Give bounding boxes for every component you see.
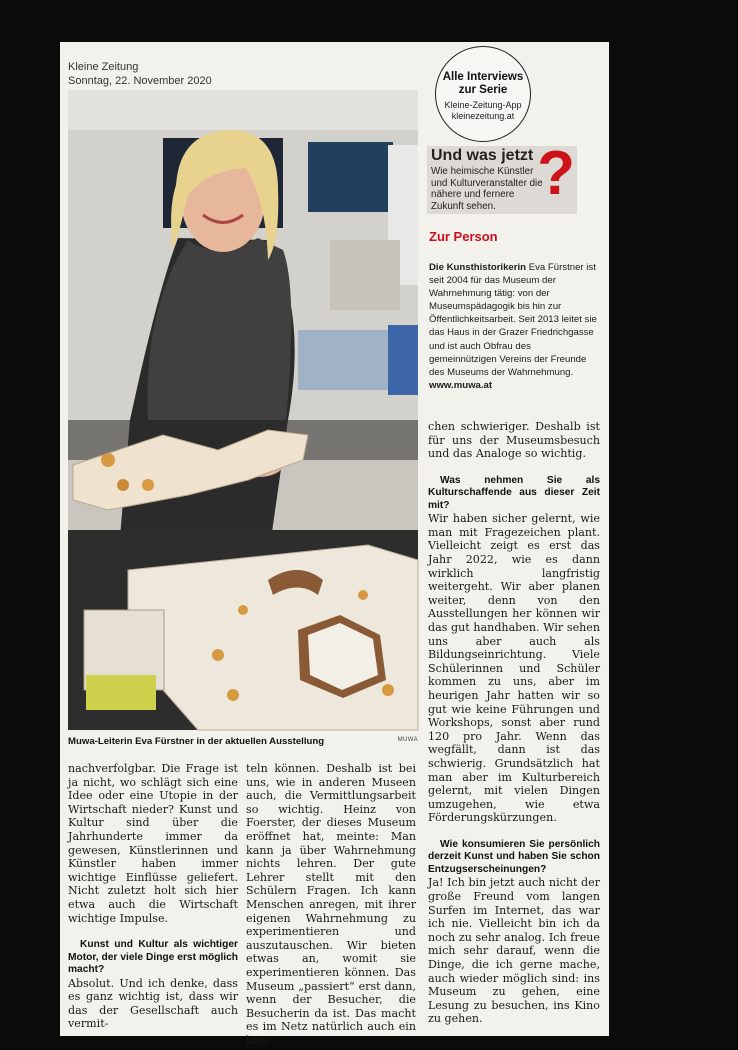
col1-question-1: Kunst und Kultur als wichtiger Motor, der viele Dinge erst möglich macht? (68, 939, 238, 976)
col3-paragraph-3: Ja! Ich bin jetzt auch nicht der große Freund vom langen Surfen im Internet, das war ich nie. Vielleicht bin ich da noch zu sehr analog. Ich freue mich sehr darauf, wenn die Dinge, die ich gerne mache, auch wieder möglich sind: ins Museum zu gehen, eine Lesung zu besuchen, ins Kino zu gehen. (428, 876, 600, 1026)
article-column-1 (68, 762, 238, 1031)
series-subtitle: Wie heimische Künstler und Kulturveranstalter die nähere und fernere Zukunft sehen. (431, 166, 543, 212)
col3-paragraph-1: chen schwieriger. Deshalb ist für uns der Museumsbesuch und das Analoge so wichtig. (428, 420, 600, 461)
series-badge (435, 46, 531, 142)
article-column-3 (428, 420, 600, 1026)
bio-text: Eva Fürstner ist seit 2004 für das Museum der Wahrnehmung tätig: von der Museumspädagogik bis hin zur Öffentlichkeitsarbeit. Seit 2013 leitet sie das Haus in der Grazer Friedrichgasse und ist auch Obfrau des gemeinnützigen Vereins der Freunde des Museums der Wahrnehmung. (429, 262, 597, 378)
bio-lead: Die Kunsthistorikerin (429, 262, 527, 273)
badge-app: Kleine-Zeitung-App (444, 100, 522, 110)
col1-paragraph-1: nachverfolgbar. Die Frage ist ja nicht, wo schlägt sich eine Idee oder eine Utopie in der Wirtschaft nieder? Kunst und Kultur sind über die Jahrhunderte immer da gewesen, Künstlerinnen und Künstler haben immer wichtige Einflüsse geliefert. Nicht zuletzt holt sich hier etwa auch die Wirtschaft wichtige Impulse. (68, 762, 238, 925)
question-mark-icon: ? (537, 139, 575, 208)
caption-text: Muwa-Leiterin Eva Fürstner in der aktuellen Ausstellung (68, 736, 325, 747)
masthead (68, 60, 212, 88)
col3-question-1: Was nehmen Sie als Kulturschaffende aus dieser Zeit mit? (428, 474, 600, 511)
series-heading: Und was jetzt (431, 147, 534, 164)
col2-paragraph-1: teln können. Deshalb ist bei uns, wie in anderen Museen auch, die Vermittlungsarbeit so wichtig. Heinz von Foerster, der dieses Museum eröffnet hat, meinte: Man kann ja über Wahrnehmung nichts lehren. Der gute Lehrer stellt mit den Schülern Fragen. Ich kann Menschen anregen, mit ihrer eigenen Wahrnehmung zu experimentieren und auszutauschen. Wir bieten etwas an, womit sie experimentieren können. Das Museum „passiert“ erst dann, wenn der Besucher, die Besucherin da ist. Das macht es im Netz natürlich auch ein biss- (246, 762, 416, 1047)
badge-links (436, 100, 530, 122)
bio-url: www.muwa.at (429, 379, 493, 391)
article-column-2 (246, 762, 416, 1047)
person-bio (429, 261, 601, 392)
newspaper-clipping (60, 42, 609, 1047)
col3-paragraph-2: Wir haben sicher gelernt, wie man mit Fragezeichen plant. Vielleicht zeigt es erst das Jahr 2022, wie es dann wirklich langfristig weitergeht. Wir aber planen weiter, denn von den Ausstellungen her können wir das gut handhaben. Wir sehen uns aber auch als Bildungseinrichtung. Viele Schülerinnen und Schüler kommen zu uns, aber im heurigen Jahr hatten wir so gut wie keine Führungen und Workshops, sonst aber rund 120 pro Jahr. Wenn das wegfällt, dann ist das schwierig. Grundsätzlich hat man aber im Kulturbereich gelernt, mit vielen Dingen umzugehen, wie etwa Förderungskürzungen. (428, 512, 600, 825)
photo-credit: MUWA (397, 737, 418, 743)
exhibition-photo (68, 90, 418, 730)
photo-caption (68, 736, 418, 750)
col3-question-2: Wie konsumieren Sie persönlich derzeit Kunst und haben Sie schon Entzugserscheinungen? (428, 838, 600, 875)
publication-date: Sonntag, 22. November 2020 (68, 75, 212, 87)
person-heading: Zur Person (429, 229, 498, 244)
photo-illustration (68, 90, 418, 730)
series-box (427, 139, 577, 214)
col1-paragraph-2: Absolut. Und ich denke, dass es ganz wichtig ist, dass wir das der Gesellschaft auch vermit- (68, 976, 238, 1031)
publication-name: Kleine Zeitung (68, 61, 139, 73)
badge-url: kleinezeitung.at (451, 111, 515, 121)
badge-title: Alle Interviews zur Serie (442, 71, 524, 96)
